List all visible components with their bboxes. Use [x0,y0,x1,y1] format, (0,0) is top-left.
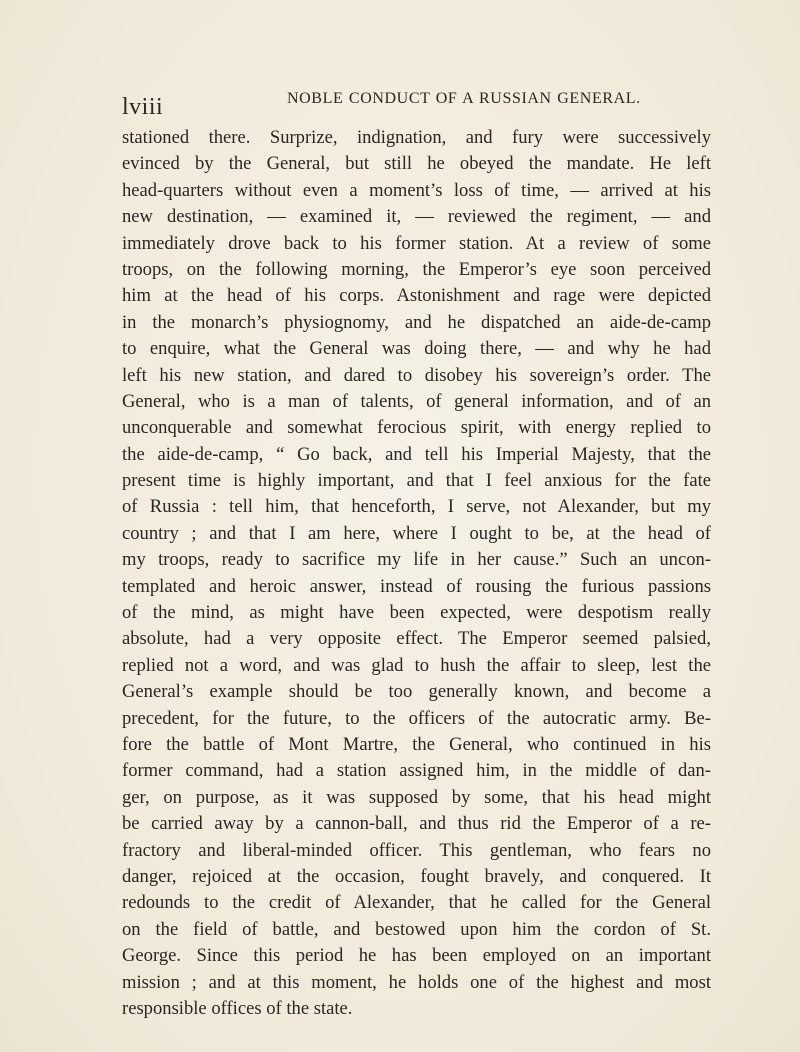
text-line: immediately drove back to his former station. At a review of some [122,232,711,254]
text-line: be carried away by a cannon-ball, and thus rid the Emperor of a re- [122,813,711,835]
text-line: responsible offices of the state. [122,997,353,1019]
text-line: fore the battle of Mont Martre, the General, who continued in his [122,733,711,755]
text-line: left his new station, and dared to disobey his sovereign’s order. The [122,364,711,386]
page-number: lviii [122,94,164,120]
text-line: troops, on the following morning, the Emperor’s eye soon perceived [122,258,711,280]
text-line: absolute, had a very opposite effect. The Emperor seemed palsied, [122,628,711,650]
text-line: George. Since this period he has been employed on an important [122,945,711,967]
text-line: of the mind, as might have been expected, were despotism really [122,602,711,624]
text-line: General, who is a man of talents, of general information, and of an [122,390,711,412]
text-line: precedent, for the future, to the officers of the autocratic army. Be- [122,707,711,729]
text-line: unconquerable and somewhat ferocious spirit, with energy replied to [122,417,711,439]
text-line: danger, rejoiced at the occasion, fought bravely, and conquered. It [122,865,711,887]
body-text [122,125,711,1022]
text-line: ger, on purpose, as it was supposed by some, that his head might [122,786,711,808]
text-line: in the monarch’s physiognomy, and he dispatched an aide-de-camp [122,311,711,333]
text-line: replied not a word, and was glad to hush the affair to sleep, lest the [122,654,711,676]
text-line: templated and heroic answer, instead of rousing the furious passions [122,575,711,597]
text-line: country ; and that I am here, where I ought to be, at the head of [122,522,711,544]
text-line: head-quarters without even a moment’s loss of time, — arrived at his [122,179,711,201]
text-line: my troops, ready to sacrifice my life in her cause.” Such an uncon- [122,549,711,571]
text-line: redounds to the credit of Alexander, that he called for the General [122,892,711,914]
text-line: of Russia : tell him, that henceforth, I serve, not Alexander, but my [122,496,711,518]
text-line: present time is highly important, and that I feel anxious for the fate [122,470,711,492]
running-title: NOBLE CONDUCT OF A RUSSIAN GENERAL. [287,90,641,107]
text-line: stationed there. Surprize, indignation, and fury were successively [122,127,711,148]
text-line: new destination, — examined it, — reviewed the regiment, — and [122,206,711,228]
running-head [122,88,712,128]
text-line: him at the head of his corps. Astonishment and rage were depicted [122,285,711,307]
text-line: former command, had a station assigned him, in the middle of dan- [122,760,711,782]
text-line: to enquire, what the General was doing there, — and why he had [122,338,711,360]
text-line: evinced by the General, but still he obeyed the mandate. He left [122,153,711,175]
text-line: on the field of battle, and bestowed upon him the cordon of St. [122,918,711,940]
text-line: the aide-de-camp, “ Go back, and tell his Imperial Majesty, that the [122,443,711,465]
text-line: fractory and liberal-minded officer. This gentleman, who fears no [122,839,711,861]
text-line: mission ; and at this moment, he holds one of the highest and most [122,971,711,993]
text-line: General’s example should be too generally known, and become a [122,681,711,703]
